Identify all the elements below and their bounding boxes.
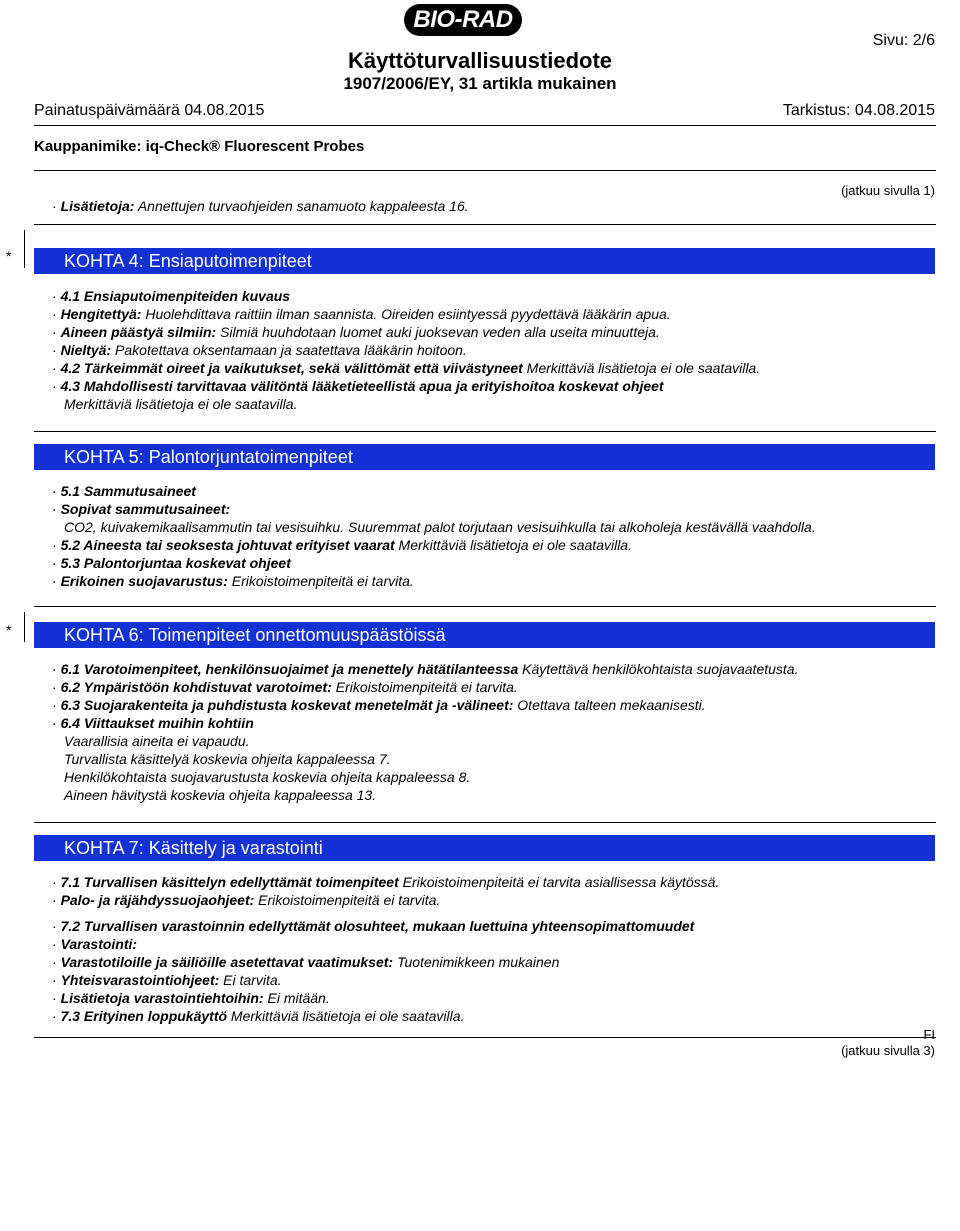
product-name: Kauppanimike: iq-Check® Fluorescent Probes [34, 138, 365, 155]
continued-to: (jatkuu sivulla 3) [841, 1043, 935, 1058]
section-5-heading: KOHTA 5: Palontorjuntatoimenpiteet [64, 447, 353, 467]
s4-line: · 4.2 Tärkeimmät oireet ja vaikutukset, sekä välittömät että viivästyneet Merkittäviä lisätietoja ei ole saatavilla. [52, 360, 761, 376]
s7-line: · Varastotiloille ja säiliöille asetettavat vaatimukset: Tuotenimikkeen mukainen [52, 954, 560, 970]
s5-line: · 5.2 Aineesta tai seoksesta johtuvat erityiset vaarat Merkittäviä lisätietoja ei ole saatavilla. [52, 537, 632, 553]
s6-line: · 6.2 Ympäristöön kohdistuvat varotoimet: Erikoistoimenpiteitä ei tarvita. [52, 679, 518, 695]
section-7-heading: KOHTA 7: Käsittely ja varastointi [64, 838, 323, 858]
section-rule [34, 822, 936, 823]
section-6-heading-band [34, 622, 935, 648]
s6-line: Henkilökohtaista suojavarustusta koskevia ohjeita kappaleessa 8. [64, 769, 471, 785]
document-title: Käyttöturvallisuustiedote [347, 48, 613, 73]
section-4-heading: KOHTA 4: Ensiaputoimenpiteet [64, 251, 312, 271]
section-rule [34, 224, 936, 225]
product-rule [34, 170, 936, 171]
s7-line: · Lisätietoja varastointiehtoihin: Ei mitään. [52, 990, 330, 1006]
section-7-heading-band [34, 835, 935, 861]
s4-line: · Nieltyä: Pakotettava oksentamaan ja saatettava lääkärin hoitoon. [52, 342, 467, 358]
section-5-heading-band [34, 444, 935, 470]
revision-bar [24, 230, 25, 268]
revision-marker: * [6, 248, 12, 264]
s4-line: · Hengitettyä: Huolehdittava raittiin ilman saannista. Oireiden esiintyessä pyydettävä lääkärin apua. [52, 306, 671, 322]
revision-bar [24, 612, 25, 642]
s6-line: · 6.1 Varotoimenpiteet, henkilönsuojaimet ja menettely hätätilanteessa Käytettävä henkilökohtaista suojavaatetusta. [52, 661, 799, 677]
header-rule [34, 125, 936, 126]
s6-line: Vaarallisia aineita ei vapaudu. [64, 733, 250, 749]
s7-line: · Varastointi: [52, 936, 138, 952]
s6-line: · 6.3 Suojarakenteita ja puhdistusta koskevat menetelmät ja -välineet: Otettava talteen mekaanisesti. [52, 697, 706, 713]
revision-date: Tarkistus: 04.08.2015 [782, 102, 935, 119]
continued-from: (jatkuu sivulla 1) [841, 183, 935, 198]
s5-line: · 5.1 Sammutusaineet [52, 483, 196, 499]
s7-line: · 7.3 Erityinen loppukäyttö Merkittäviä lisätietoja ei ole saatavilla. [52, 1008, 465, 1024]
s7-line: · Palo- ja räjähdyssuojaohjeet: Erikoistoimenpiteitä ei tarvita. [52, 892, 441, 908]
s5-line: · Sopivat sammutusaineet: [52, 501, 231, 517]
footer-rule [34, 1037, 936, 1038]
extra-info-line: · Lisätietoja: Annettujen turvaohjeiden sanamuoto kappaleesta 16. [52, 198, 469, 214]
s5-line: · Erikoinen suojavarustus: Erikoistoimenpiteitä ei tarvita. [52, 573, 414, 589]
s7-line: · Yhteisvarastointiohjeet: Ei tarvita. [52, 972, 282, 988]
section-rule [34, 606, 936, 607]
print-date: Painatuspäivämäärä 04.08.2015 [34, 102, 265, 119]
s4-line: · 4.1 Ensiaputoimenpiteiden kuvaus [52, 288, 291, 304]
bio-rad-logo: BIO-RAD [404, 4, 522, 36]
s4-line: Merkittäviä lisätietoja ei ole saatavilla. [64, 396, 298, 412]
s7-line: · 7.2 Turvallisen varastoinnin edellyttämät olosuhteet, mukaan luettuina yhteensopimattomuudet [52, 918, 695, 934]
s6-line: Aineen hävitystä koskevia ohjeita kappaleessa 13. [64, 787, 377, 803]
s4-line: · 4.3 Mahdollisesti tarvittavaa välitöntä lääketieteellistä apua ja erityishoitoa koskevat ohjeet [52, 378, 664, 394]
section-6-heading: KOHTA 6: Toimenpiteet onnettomuuspäästöissä [64, 625, 446, 645]
language-code: FI [923, 1027, 935, 1042]
section-rule [34, 431, 936, 432]
s5-line: · 5.3 Palontorjuntaa koskevat ohjeet [52, 555, 291, 571]
s7-line: · 7.1 Turvallisen käsittelyn edellyttämät toimenpiteet Erikoistoimenpiteitä ei tarvita asiallisessa käytössä. [52, 874, 720, 890]
section-4-heading-band [34, 248, 935, 274]
s4-line: · Aineen päästyä silmiin: Silmiä huuhdotaan luomet auki juoksevan veden alla useita minuutteja. [52, 324, 660, 340]
document-subtitle: 1907/2006/EY, 31 artikla mukainen [343, 74, 617, 93]
s6-line: · 6.4 Viittaukset muihin kohtiin [52, 715, 254, 731]
s5-line: CO2, kuivakemikaalisammutin tai vesisuihku. Suuremmat palot torjutaan vesisuihkulla tai alkoholeja kestävällä vaahdolla. [64, 519, 816, 535]
page-number: Sivu: 2/6 [872, 32, 935, 49]
revision-marker: * [6, 622, 12, 638]
s6-line: Turvallista käsittelyä koskevia ohjeita kappaleessa 7. [64, 751, 391, 767]
